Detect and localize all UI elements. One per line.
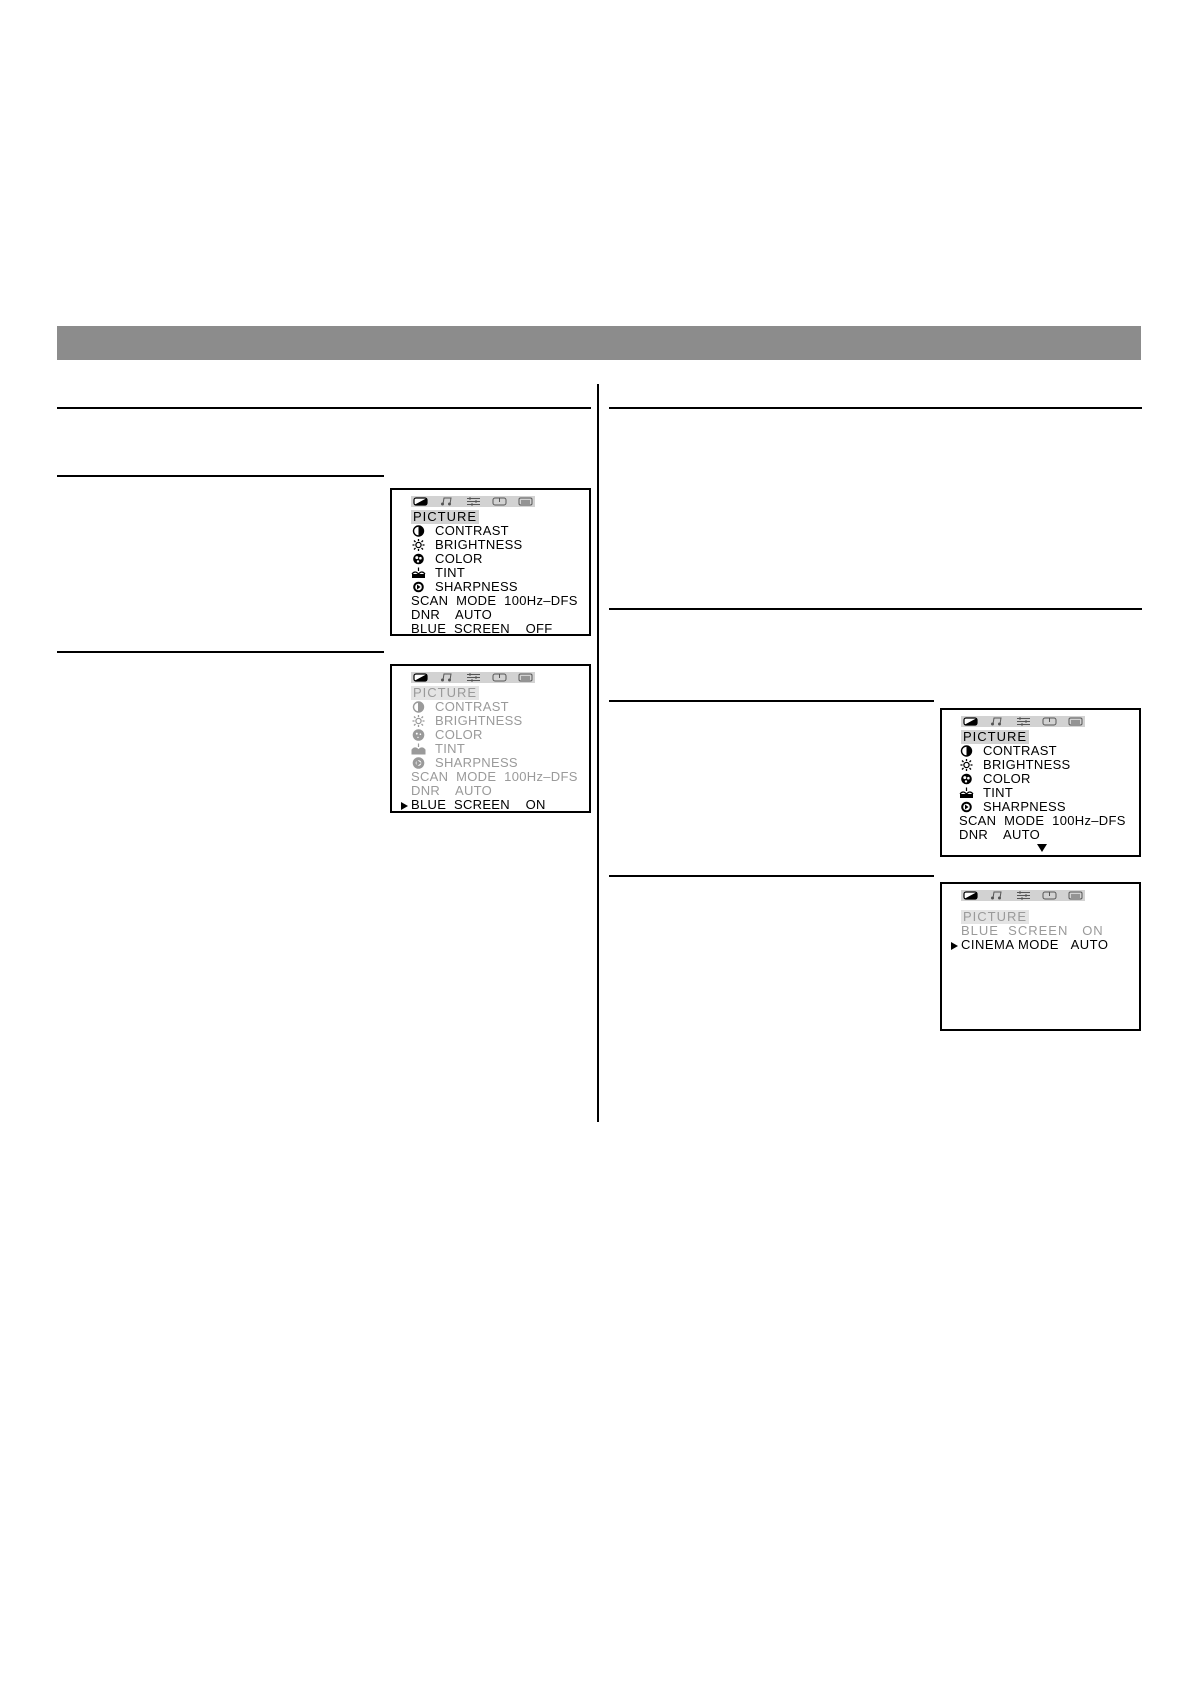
right-step1-rule xyxy=(609,700,934,702)
brightness-icon xyxy=(411,539,426,551)
section-header-bar xyxy=(57,326,1141,360)
picture-tab-icon xyxy=(413,673,428,682)
scan-mode-row: SCAN MODE 100Hz–DFS xyxy=(959,813,1126,828)
osd-tab-bar xyxy=(411,496,535,507)
left-step2-rule xyxy=(57,651,384,653)
sound-tab-icon xyxy=(439,497,454,506)
brightness-icon xyxy=(411,715,426,727)
channel-tab-icon xyxy=(492,497,507,506)
menu-item-label: BRIGHTNESS xyxy=(435,537,523,552)
scan-mode-row: SCAN MODE 100Hz–DFS xyxy=(411,593,578,608)
setup-tab-icon xyxy=(466,497,481,506)
blue-screen-row: BLUE SCREEN ON xyxy=(411,797,546,812)
menu-item-label: COLOR xyxy=(435,727,483,742)
selection-pointer-icon xyxy=(401,802,408,810)
dnr-row: DNR AUTO xyxy=(411,607,493,622)
channel-tab-icon xyxy=(492,673,507,682)
osd-tab-bar xyxy=(961,716,1085,727)
osd-picture-menu-blue-screen-on xyxy=(390,664,591,813)
menu-item-label: SHARPNESS xyxy=(435,755,518,770)
sound-tab-icon xyxy=(989,891,1004,900)
osd-picture-menu-page-1 xyxy=(940,708,1141,857)
scan-mode-row: SCAN MODE 100Hz–DFS xyxy=(411,769,578,784)
menu-item-label: CONTRAST xyxy=(983,743,1057,758)
picture-tab-icon xyxy=(963,717,978,726)
contrast-icon xyxy=(411,701,426,713)
menu-title: PICTURE xyxy=(963,909,1028,924)
osd-tab-bar xyxy=(961,890,1085,901)
selection-pointer-icon xyxy=(951,942,958,950)
menu-item-label: COLOR xyxy=(435,551,483,566)
tint-icon xyxy=(411,743,426,755)
blue-screen-row: BLUE SCREEN ON xyxy=(961,923,1104,938)
setup-tab-icon xyxy=(1016,891,1031,900)
color-icon xyxy=(411,729,426,741)
osd-tab-bar xyxy=(411,672,535,683)
dnr-row: DNR AUTO xyxy=(411,783,493,798)
brightness-icon xyxy=(959,759,974,771)
menu-item-label: BRIGHTNESS xyxy=(983,757,1071,772)
tint-icon xyxy=(411,567,426,579)
menu-item-label: CONTRAST xyxy=(435,699,509,714)
feature-tab-icon xyxy=(518,497,533,506)
sharpness-icon xyxy=(959,801,974,813)
menu-title: PICTURE xyxy=(413,509,478,524)
feature-tab-icon xyxy=(1068,891,1083,900)
right-section-rule-1 xyxy=(609,407,1142,409)
menu-item-label: TINT xyxy=(983,785,1014,800)
channel-tab-icon xyxy=(1042,717,1057,726)
right-section-rule-2 xyxy=(609,608,1142,610)
channel-tab-icon xyxy=(1042,891,1057,900)
contrast-icon xyxy=(411,525,426,537)
feature-tab-icon xyxy=(518,673,533,682)
menu-item-label: TINT xyxy=(435,565,466,580)
sharpness-icon xyxy=(411,757,426,769)
right-step2-rule xyxy=(609,875,934,877)
setup-tab-icon xyxy=(466,673,481,682)
menu-title: PICTURE xyxy=(413,685,478,700)
menu-item-label: COLOR xyxy=(983,771,1031,786)
menu-item-label: SHARPNESS xyxy=(435,579,518,594)
feature-tab-icon xyxy=(1068,717,1083,726)
setup-tab-icon xyxy=(1016,717,1031,726)
menu-title: PICTURE xyxy=(963,729,1028,744)
column-divider xyxy=(597,384,599,1122)
cinema-mode-row: CINEMA MODE AUTO xyxy=(961,937,1109,952)
osd-picture-menu-page-2 xyxy=(940,882,1141,1031)
sharpness-icon xyxy=(411,581,426,593)
scroll-down-icon xyxy=(1037,844,1047,852)
menu-item-label: BRIGHTNESS xyxy=(435,713,523,728)
sound-tab-icon xyxy=(989,717,1004,726)
tint-icon xyxy=(959,787,974,799)
blue-screen-row: BLUE SCREEN OFF xyxy=(411,621,553,636)
menu-item-label: TINT xyxy=(435,741,466,756)
color-icon xyxy=(411,553,426,565)
left-section-rule xyxy=(57,407,591,409)
dnr-row: DNR AUTO xyxy=(959,827,1041,842)
osd-picture-menu-blue-screen-off xyxy=(390,488,591,636)
menu-item-label: SHARPNESS xyxy=(983,799,1066,814)
contrast-icon xyxy=(959,745,974,757)
color-icon xyxy=(959,773,974,785)
left-step1-rule xyxy=(57,475,384,477)
sound-tab-icon xyxy=(439,673,454,682)
picture-tab-icon xyxy=(963,891,978,900)
menu-item-label: CONTRAST xyxy=(435,523,509,538)
picture-tab-icon xyxy=(413,497,428,506)
